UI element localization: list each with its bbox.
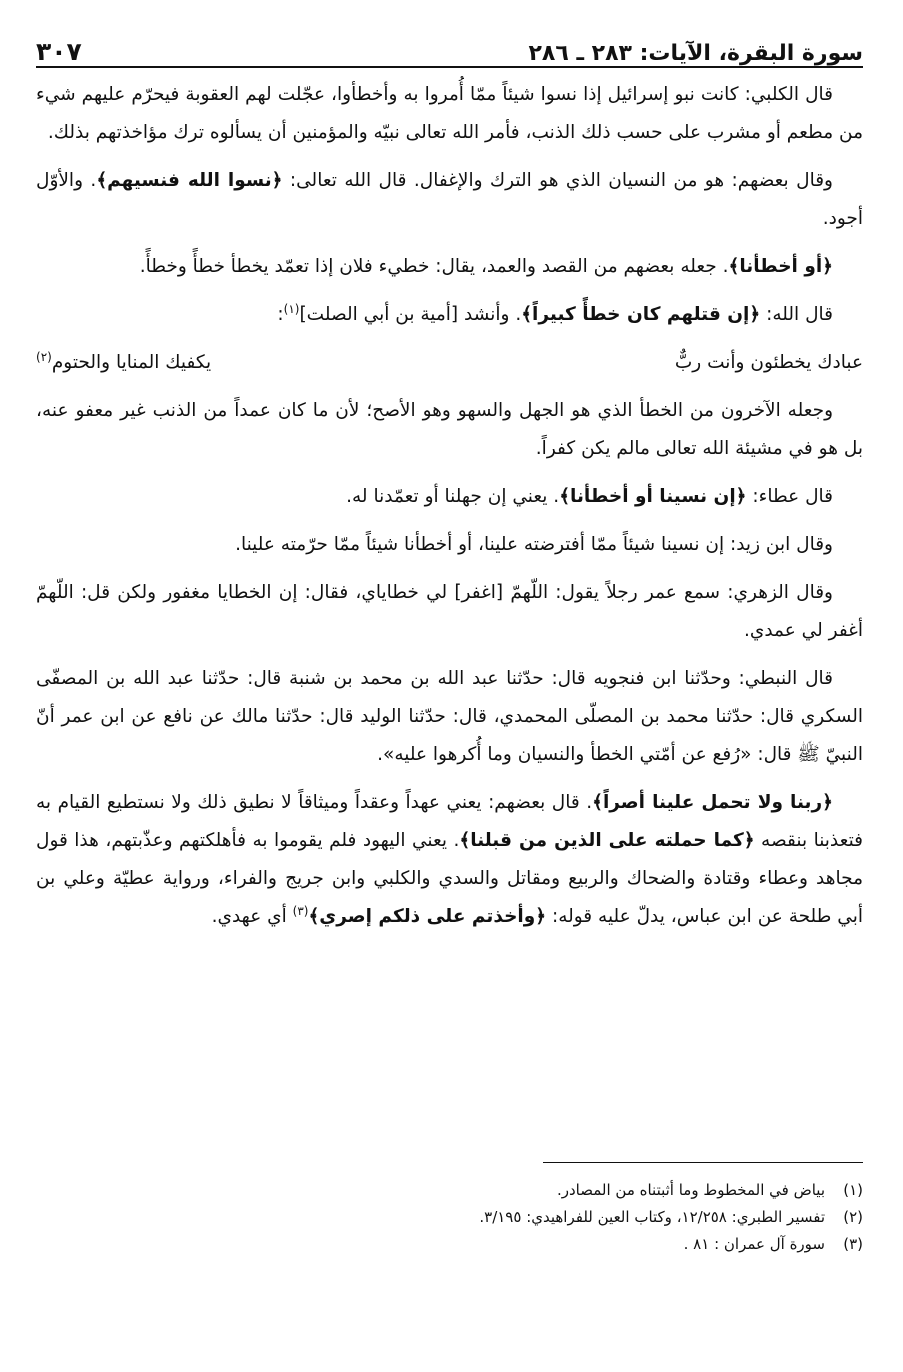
footnote-text: تفسير الطبري: ١٢/٢٥٨، وكتاب العين للفراهيدي: ٣/١٩٥. (479, 1208, 825, 1226)
page-body (36, 76, 863, 936)
paragraph-text: وقال ابن زيد: إن نسينا شيئاً ممّا أفترضته علينا، أو أخطأنا شيئاً ممّا حرّمته علينا. (235, 534, 833, 555)
paragraph-text: قال عطاء: (746, 486, 833, 507)
paragraph-text: أي عهدي. (211, 906, 293, 927)
paragraph (36, 392, 863, 468)
paragraph-text: . وأنشد [أمية بن أبي الصلت] (299, 304, 522, 325)
paragraph (36, 248, 863, 286)
footnote-text: بياض في المخطوط وما أثبتناه من المصادر. (556, 1181, 825, 1199)
paragraph-text: وقال الزهري: سمع عمر رجلاً يقول: اللّهمّ [اغفر] لي خطاياي، فقال: إن الخطايا مغفور ولكن قل: اللّهمّ أغفر لي عمدي. (36, 582, 863, 641)
paragraph-text: وجعله الآخرون من الخطأ الذي هو الجهل والسهو وهو الأصح؛ لأن ما كان عمداً من الذنب غير معفو عنه، بل هو في مشيئة الله تعالى مالم يكن كفراً. (36, 400, 863, 459)
poetry-verse (36, 344, 863, 382)
footnote-number: (٣) (843, 1235, 863, 1253)
paragraph-text: . جعله بعضهم من القصد والعمد، يقال: خطيء فلان إذا تعمّد يخطأ خطأً وخطأً. (139, 256, 729, 277)
footnote (36, 1177, 863, 1204)
paragraph (36, 478, 863, 516)
paragraph-text: : (277, 304, 284, 325)
verse-second-hemistich (36, 344, 211, 382)
quran-quote: ﴿وأخذتم على ذلكم إصري﴾ (308, 906, 547, 927)
quran-quote: ﴿نسوا الله فنسيهم﴾ (96, 170, 283, 191)
page-header (36, 24, 863, 68)
paragraph-text: قال النبطي: وحدّثنا ابن فنجويه قال: حدّثنا عبد الله بن محمد بن شنبة قال: حدّثنا عبد الله بن المصفّى السكري قال: حدّثنا محمد بن المصلّى المحمدي، قال: حدّثنا الوليد قال: حدّثنا مالك عن نافع عن ابن عمر أنّ النبيّ ﷺ قال: «رُفع عن أمّتي الخطأ والنسيان وما أُكرهوا عليه». (36, 668, 863, 765)
verse-second-hemistich-text: يكفيك المنايا والحتوم (51, 352, 212, 373)
paragraph-text: وقال بعضهم: هو من النسيان الذي هو الترك والإغفال. قال الله تعالى: (282, 170, 833, 191)
footnote (36, 1204, 863, 1231)
paragraph-text: . يعني إن جهلنا أو تعمّدنا له. (346, 486, 560, 507)
paragraph (36, 162, 863, 238)
paragraph (36, 660, 863, 774)
running-title: سورة البقرة، الآيات: ٢٨٣ ـ ٢٨٦ (528, 41, 863, 66)
footnote (36, 1231, 863, 1258)
footnote-separator (543, 1162, 863, 1163)
quran-quote: ﴿إن قتلهم كان خطأً كبيراً﴾ (521, 304, 761, 325)
book-page (36, 24, 863, 1372)
paragraph-text: قال الله: (760, 304, 833, 325)
verse-first-hemistich: عبادك يخطئون وأنت ربٌّ (674, 352, 863, 373)
page-number: ٣٠٧ (36, 37, 82, 66)
footnote-list (36, 1177, 863, 1258)
paragraphs-after-verse (36, 392, 863, 936)
footnote-number: (٢) (843, 1208, 863, 1226)
footnotes (36, 1162, 863, 1258)
paragraph (36, 76, 863, 152)
paragraph-text: . والأوّل أجود. (36, 170, 863, 229)
paragraph (36, 784, 863, 936)
paragraphs-before-verse (36, 76, 863, 334)
footnote-text: سورة آل عمران : ٨١ . (683, 1235, 825, 1253)
paragraph (36, 526, 863, 564)
footnote-mark: (٣) (292, 903, 309, 918)
paragraph-text: . يعني اليهود فلم يقوموا به فأهلكتهم وعذّبتهم، هذا قول مجاهد وعطاء وقتادة والضحاك والربيع ومقاتل والسدي والكلبي وابن جريج والفراء، ورواية عطيّة وعلي بن أبي طلحة عن ابن عباس، يدلّ عليه قوله: (36, 830, 863, 927)
paragraph-text: قال الكلبي: كانت نبو إسرائيل إذا نسوا شيئاً ممّا أُمروا به وأخطأوا، عجّلت لهم العقوبة فيحرّم عليهم شيء من مطعم أو مشرب على حسب ذلك الذنب، فأمر الله تعالى نبيّه والمؤمنين أن يسألوه ترك مؤاخذتهم بذلك. (36, 84, 863, 143)
paragraph-text: . قال بعضهم: يعني عهداً وعقداً وميثاقاً لا نطيق ذلك ولا نستطيع القيام به فتعذبنا بنقصه (36, 792, 863, 851)
quran-quote: ﴿إن نسينا أو أخطأنا﴾ (559, 486, 747, 507)
footnote-mark: (٢) (36, 349, 52, 364)
footnote-number: (١) (843, 1181, 863, 1199)
quran-quote: ﴿كما حملته على الذين من قبلنا﴾ (459, 830, 755, 851)
quran-quote: ﴿ربنا ولا تحمل علينا أصراً﴾ (592, 792, 833, 813)
quran-quote: ﴿أو أخطأنا﴾ (728, 256, 833, 277)
paragraph (36, 296, 863, 334)
footnote-mark: (١) (283, 301, 300, 316)
paragraph (36, 574, 863, 650)
